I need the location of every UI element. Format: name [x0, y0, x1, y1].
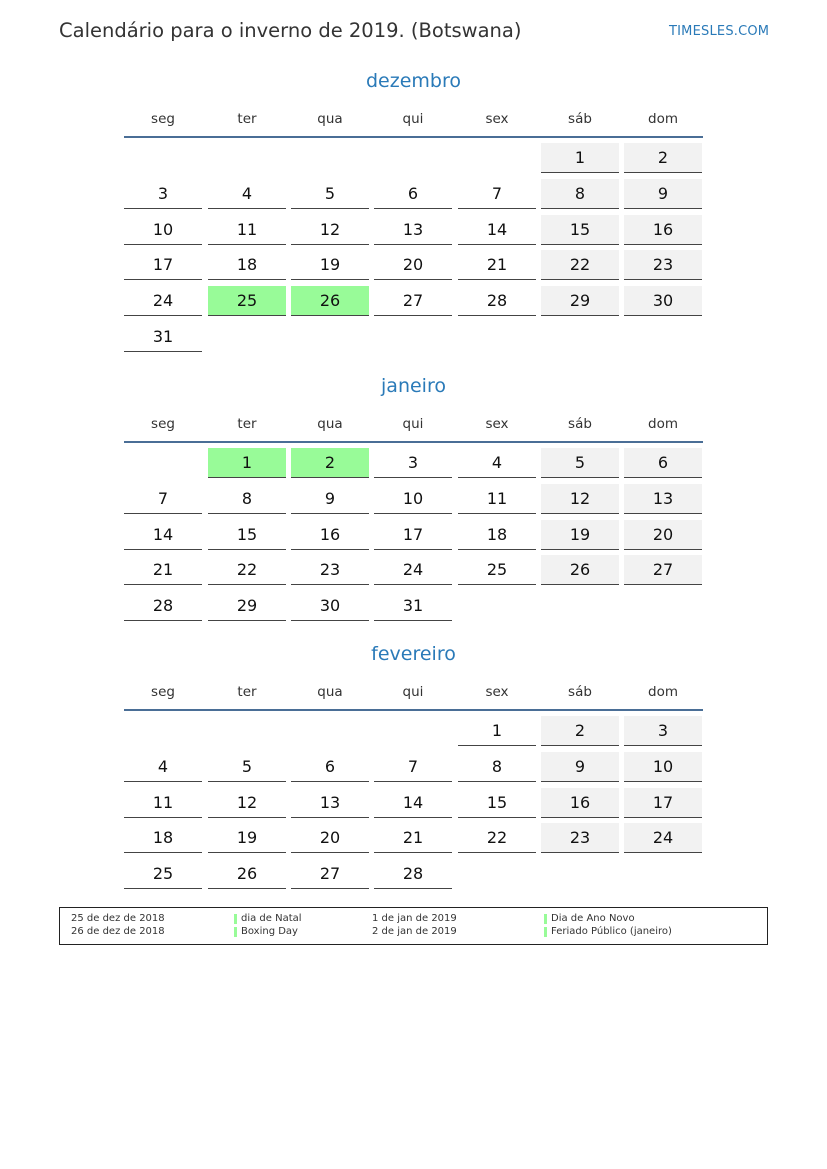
day-cell: 7	[374, 752, 452, 782]
header-divider	[124, 136, 703, 138]
weekday-label: seg	[151, 111, 175, 127]
weekday-label: dom	[648, 684, 678, 700]
legend-holiday-name: Boxing Day	[241, 926, 298, 937]
day-cell: 6	[291, 752, 369, 782]
day-cell: 1	[458, 716, 536, 746]
day-cell: 3	[624, 716, 702, 746]
day-cell: 3	[124, 179, 202, 209]
day-cell: 19	[541, 520, 619, 550]
day-cell: 26	[208, 859, 286, 889]
weekday-label: qui	[402, 111, 424, 127]
day-cell: 21	[124, 555, 202, 585]
day-cell-holiday: 25	[208, 286, 286, 316]
day-cell: 13	[291, 788, 369, 818]
day-cell: 6	[624, 448, 702, 478]
day-cell: 12	[208, 788, 286, 818]
day-cell-holiday: 2	[291, 448, 369, 478]
day-cell: 20	[374, 250, 452, 280]
day-cell: 7	[458, 179, 536, 209]
day-cell: 31	[374, 591, 452, 621]
day-cell: 8	[208, 484, 286, 514]
weekday-label: ter	[237, 111, 257, 127]
day-cell: 26	[541, 555, 619, 585]
day-cell: 13	[624, 484, 702, 514]
day-cell: 6	[374, 179, 452, 209]
day-cell: 25	[458, 555, 536, 585]
day-cell: 4	[124, 752, 202, 782]
day-cell: 14	[124, 520, 202, 550]
day-cell: 28	[374, 859, 452, 889]
day-cell: 10	[124, 215, 202, 245]
day-cell: 4	[458, 448, 536, 478]
legend-date: 26 de dez de 2018	[71, 926, 165, 937]
header-divider	[124, 709, 703, 711]
day-cell: 14	[458, 215, 536, 245]
page-title: Calendário para o inverno de 2019. (Botswana)	[59, 19, 522, 42]
day-cell: 17	[124, 250, 202, 280]
day-cell: 22	[208, 555, 286, 585]
day-cell: 30	[624, 286, 702, 316]
legend-holiday-name: Dia de Ano Novo	[551, 913, 635, 924]
day-cell: 3	[374, 448, 452, 478]
day-cell: 12	[291, 215, 369, 245]
legend-color-marker	[544, 914, 547, 924]
weekday-label: sex	[485, 416, 509, 432]
weekday-label: sáb	[568, 111, 592, 127]
holiday-legend	[59, 907, 768, 945]
day-cell: 17	[624, 788, 702, 818]
day-cell: 9	[291, 484, 369, 514]
day-cell: 28	[124, 591, 202, 621]
day-cell: 15	[541, 215, 619, 245]
weekday-label: ter	[237, 416, 257, 432]
day-cell: 7	[124, 484, 202, 514]
day-cell: 24	[624, 823, 702, 853]
day-cell: 23	[541, 823, 619, 853]
weekday-label: sex	[485, 111, 509, 127]
month-title-janeiro: janeiro	[381, 375, 446, 397]
day-cell: 17	[374, 520, 452, 550]
day-cell: 11	[208, 215, 286, 245]
weekday-label: dom	[648, 111, 678, 127]
legend-holiday-name: Feriado Público (janeiro)	[551, 926, 672, 937]
weekday-label: dom	[648, 416, 678, 432]
day-cell: 22	[458, 823, 536, 853]
day-cell: 28	[458, 286, 536, 316]
month-title-fevereiro: fevereiro	[371, 643, 456, 665]
day-cell: 10	[624, 752, 702, 782]
legend-date: 1 de jan de 2019	[372, 913, 457, 924]
day-cell: 5	[291, 179, 369, 209]
day-cell: 10	[374, 484, 452, 514]
day-cell: 29	[541, 286, 619, 316]
day-cell: 12	[541, 484, 619, 514]
day-cell-holiday: 26	[291, 286, 369, 316]
day-cell: 20	[291, 823, 369, 853]
day-cell: 11	[458, 484, 536, 514]
day-cell: 5	[541, 448, 619, 478]
day-cell: 30	[291, 591, 369, 621]
day-cell: 8	[458, 752, 536, 782]
weekday-label: qui	[402, 684, 424, 700]
weekday-label: ter	[237, 684, 257, 700]
day-cell: 15	[208, 520, 286, 550]
day-cell: 22	[541, 250, 619, 280]
day-cell: 19	[208, 823, 286, 853]
weekday-label: sáb	[568, 684, 592, 700]
legend-color-marker	[234, 927, 237, 937]
day-cell: 13	[374, 215, 452, 245]
day-cell: 16	[541, 788, 619, 818]
day-cell: 21	[374, 823, 452, 853]
day-cell: 23	[624, 250, 702, 280]
legend-date: 25 de dez de 2018	[71, 913, 165, 924]
weekday-label: qua	[317, 111, 343, 127]
day-cell: 27	[291, 859, 369, 889]
day-cell: 16	[624, 215, 702, 245]
weekday-label: qua	[317, 684, 343, 700]
day-cell: 25	[124, 859, 202, 889]
day-cell: 2	[541, 716, 619, 746]
day-cell: 15	[458, 788, 536, 818]
legend-color-marker	[544, 927, 547, 937]
month-title-dezembro: dezembro	[366, 70, 461, 92]
day-cell: 16	[291, 520, 369, 550]
weekday-label: qui	[402, 416, 424, 432]
day-cell: 8	[541, 179, 619, 209]
legend-date: 2 de jan de 2019	[372, 926, 457, 937]
day-cell: 27	[374, 286, 452, 316]
header-divider	[124, 441, 703, 443]
day-cell: 4	[208, 179, 286, 209]
day-cell: 24	[374, 555, 452, 585]
day-cell: 18	[458, 520, 536, 550]
legend-holiday-name: dia de Natal	[241, 913, 302, 924]
day-cell: 9	[541, 752, 619, 782]
day-cell: 19	[291, 250, 369, 280]
day-cell: 9	[624, 179, 702, 209]
weekday-label: seg	[151, 416, 175, 432]
day-cell: 23	[291, 555, 369, 585]
day-cell: 24	[124, 286, 202, 316]
weekday-label: sáb	[568, 416, 592, 432]
day-cell: 18	[124, 823, 202, 853]
day-cell: 1	[541, 143, 619, 173]
day-cell: 31	[124, 322, 202, 352]
weekday-label: sex	[485, 684, 509, 700]
day-cell: 21	[458, 250, 536, 280]
day-cell: 20	[624, 520, 702, 550]
day-cell: 18	[208, 250, 286, 280]
weekday-label: seg	[151, 684, 175, 700]
weekday-label: qua	[317, 416, 343, 432]
legend-color-marker	[234, 914, 237, 924]
brand-link[interactable]: TIMESLES.COM	[669, 24, 770, 39]
day-cell: 27	[624, 555, 702, 585]
day-cell: 5	[208, 752, 286, 782]
day-cell-holiday: 1	[208, 448, 286, 478]
day-cell: 29	[208, 591, 286, 621]
day-cell: 11	[124, 788, 202, 818]
day-cell: 14	[374, 788, 452, 818]
day-cell: 2	[624, 143, 702, 173]
